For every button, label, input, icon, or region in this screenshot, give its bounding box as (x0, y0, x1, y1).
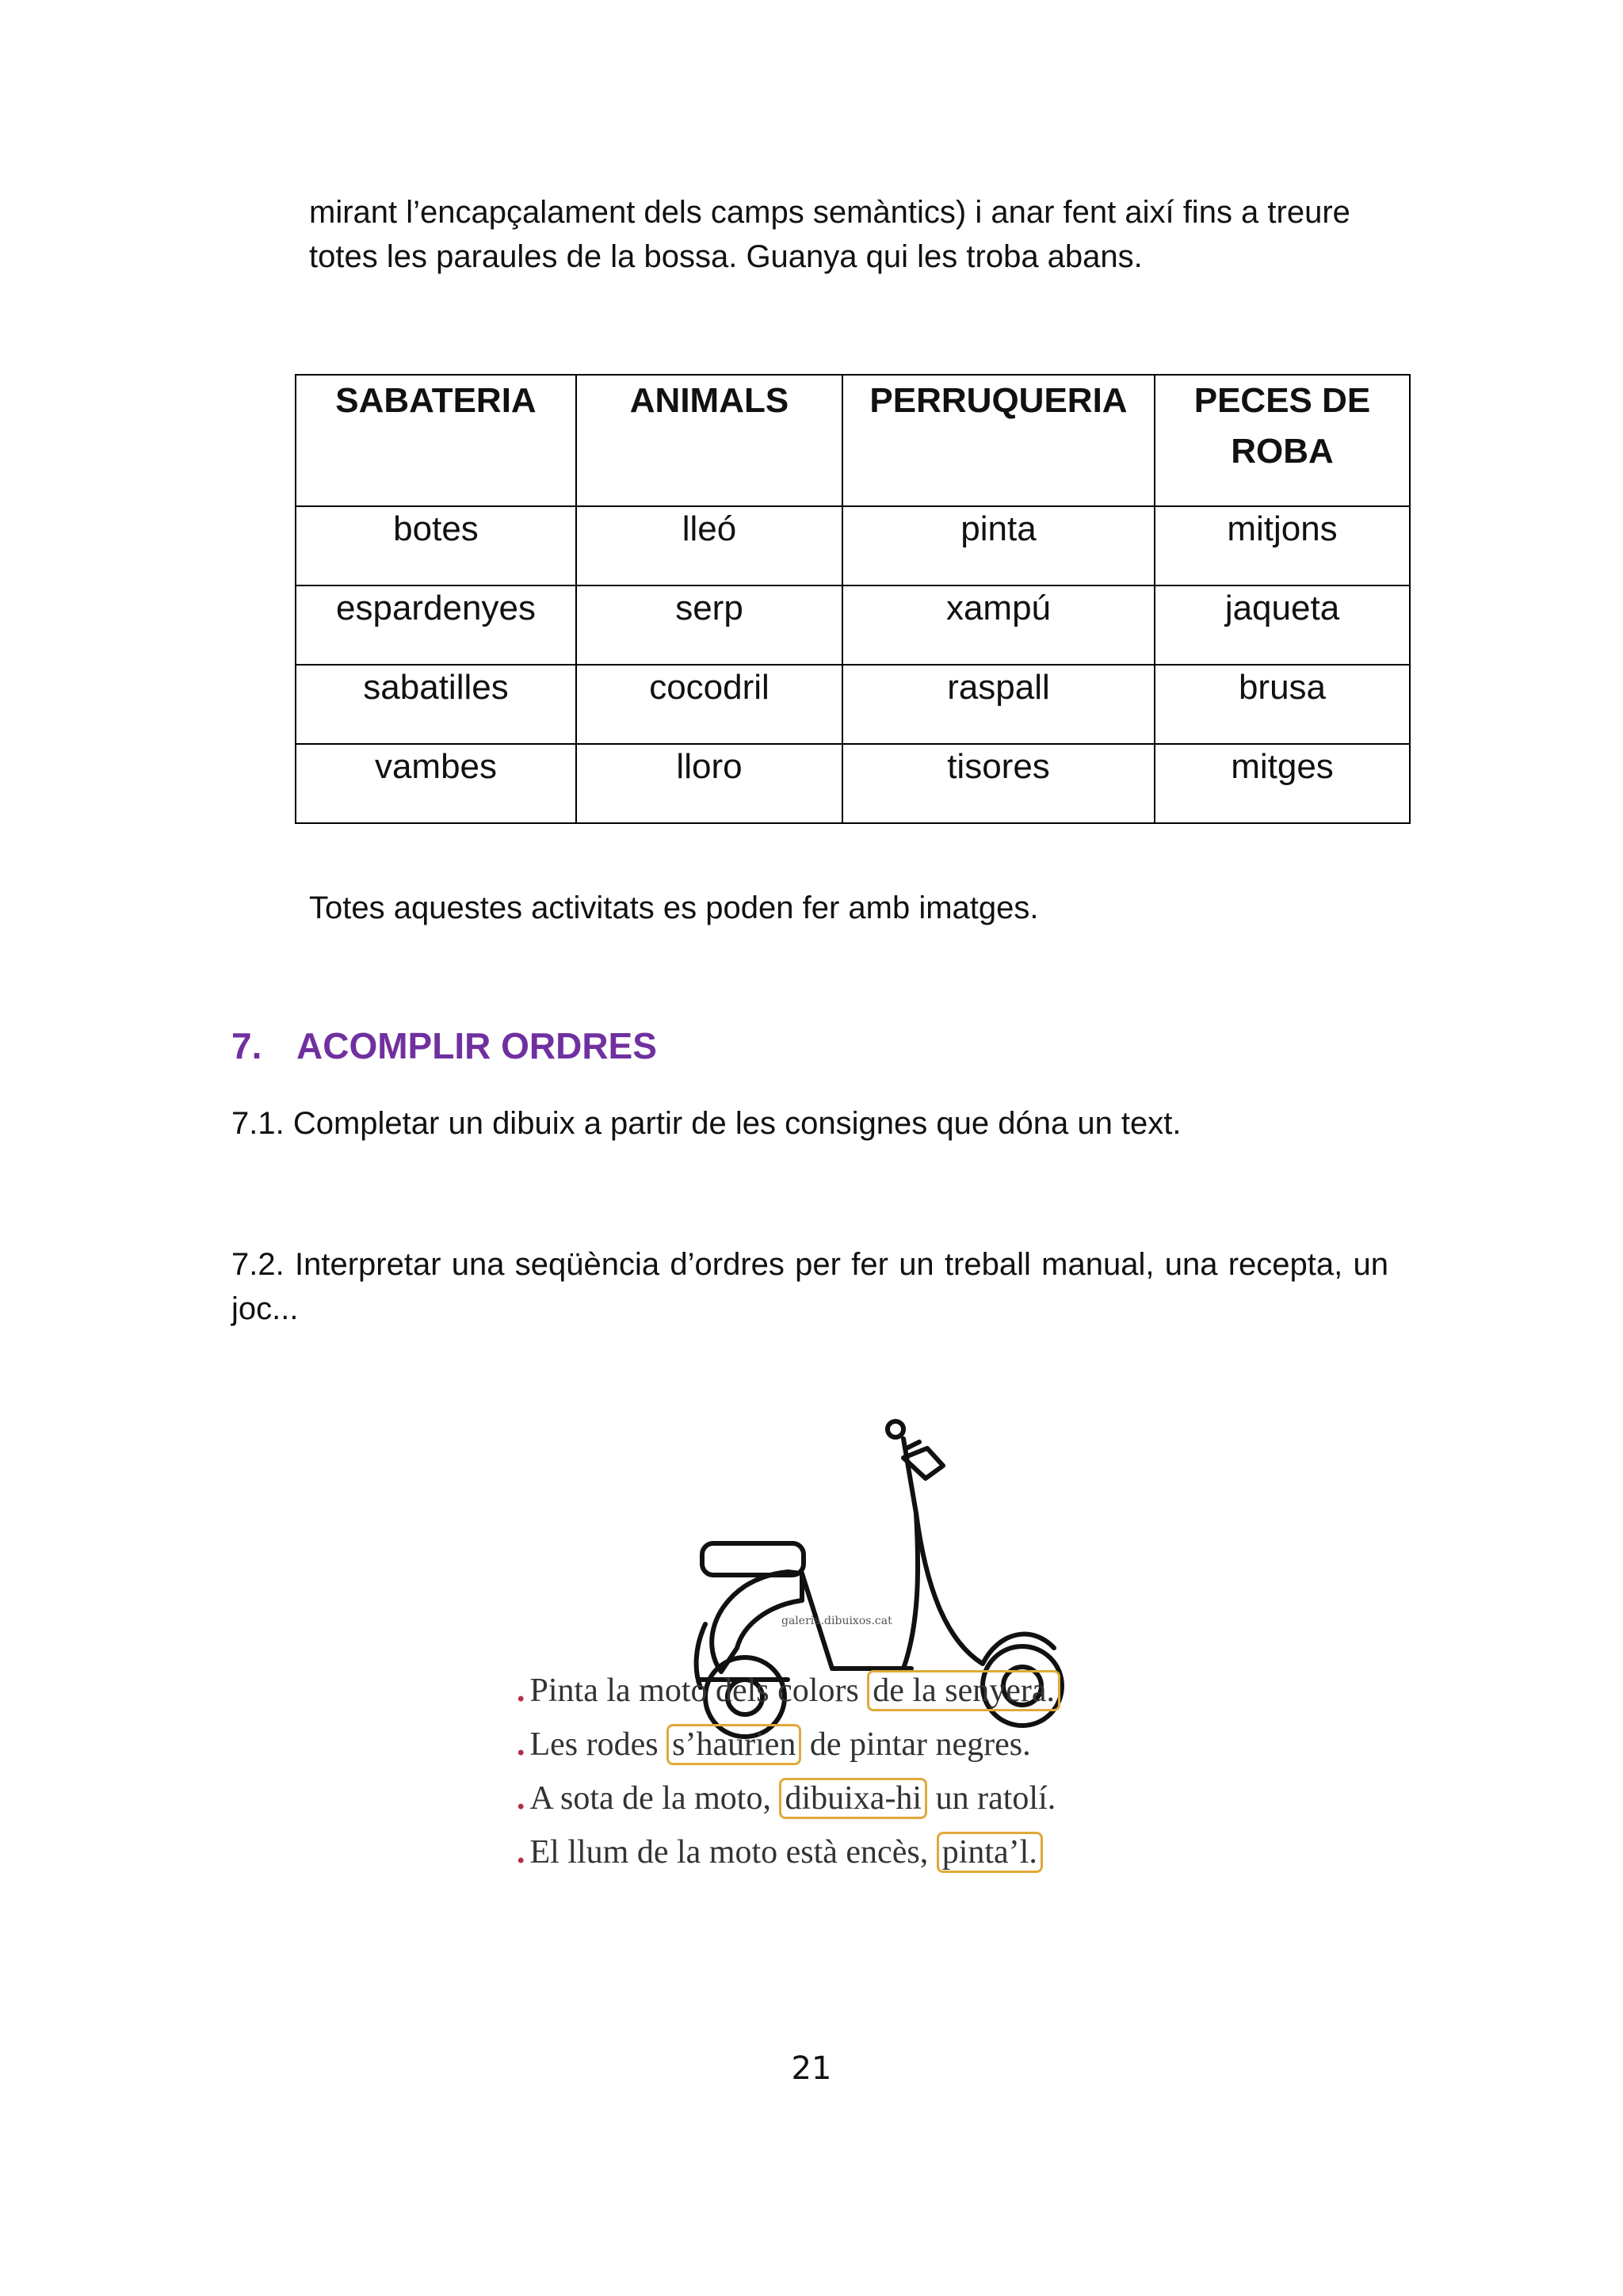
table-cell: lleó (576, 506, 842, 585)
table-row (296, 585, 1410, 665)
instruction-item (517, 1772, 1060, 1825)
table-cell: sabatilles (296, 665, 576, 744)
table-cell: xampú (842, 585, 1155, 665)
scooter-front-fork (916, 1513, 1054, 1664)
instruction-text: A sota de la moto, (529, 1780, 780, 1817)
bullet-dot: . (517, 1672, 525, 1709)
image-credit: galeria.dibuixos.cat (781, 1615, 892, 1627)
table-cell: cocodril (576, 665, 842, 744)
table-header: ANIMALS (576, 375, 842, 506)
table-cell: espardenyes (296, 585, 576, 665)
highlighted-phrase: pinta’l. (937, 1832, 1043, 1873)
table-header-row (296, 375, 1410, 506)
instruction-item (517, 1664, 1060, 1718)
instruction-text: un ratolí. (927, 1780, 1056, 1817)
item-7-1: 7.1. Completar un dibuix a partir de les consignes que dóna un text. (231, 1106, 1182, 1141)
highlighted-phrase: dibuixa-hi (779, 1778, 927, 1819)
bullet-dot: . (517, 1726, 525, 1763)
table-cell: brusa (1155, 665, 1410, 744)
table-cell: mitges (1155, 744, 1410, 823)
table-cell: serp (576, 585, 842, 665)
table-row (296, 506, 1410, 585)
table-row (296, 744, 1410, 823)
table-cell: tisores (842, 744, 1155, 823)
scooter-front-shield (903, 1513, 918, 1669)
table-cell: jaqueta (1155, 585, 1410, 665)
bullet-dot: . (517, 1780, 525, 1817)
semantic-fields-table (295, 374, 1411, 824)
instruction-text: Pinta la moto dels colors (529, 1672, 868, 1709)
table-header: PECES DE ROBA (1155, 375, 1410, 506)
scooter-mirror (888, 1421, 903, 1437)
instruction-list (517, 1664, 1060, 1879)
intro-paragraph: mirant l’encapçalament dels camps semàntics) i anar fent així fins a treure totes les paraules de la bossa. Guanya qui les troba abans. (309, 195, 1350, 274)
table-header: PERRUQUERIA (842, 375, 1155, 506)
item-7-2: 7.2. Interpretar una seqüència d’ordres per fer un treball manual, una recepta, un joc... (231, 1247, 1388, 1326)
table-cell: mitjons (1155, 506, 1410, 585)
page-number: 21 (791, 2050, 832, 2087)
section-number: 7. (231, 1025, 262, 1066)
instruction-text: de pintar negres. (801, 1726, 1031, 1763)
section-title: ACOMPLIR ORDRES (296, 1025, 657, 1066)
table-cell: lloro (576, 744, 842, 823)
instruction-text: Les rodes (529, 1726, 667, 1763)
bullet-dot: . (517, 1834, 525, 1871)
table-cell: botes (296, 506, 576, 585)
section-heading (231, 1022, 657, 1070)
instruction-item (517, 1825, 1060, 1879)
table-cell: pinta (842, 506, 1155, 585)
instruction-text: El llum de la moto està encès, (529, 1834, 937, 1871)
table-cell: raspall (842, 665, 1155, 744)
instruction-item (517, 1718, 1060, 1772)
table-header: SABATERIA (296, 375, 576, 506)
table-row (296, 665, 1410, 744)
highlighted-phrase: de la senyera. (867, 1670, 1060, 1711)
highlighted-phrase: s’haurien (666, 1724, 801, 1765)
table-cell: vambes (296, 744, 576, 823)
images-note: Totes aquestes activitats es poden fer amb imatges. (309, 891, 1039, 925)
